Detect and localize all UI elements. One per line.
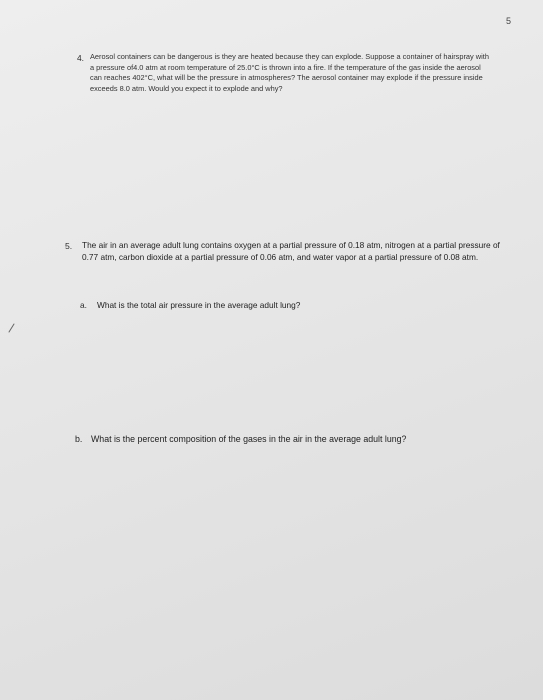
question-5a-text: What is the total air pressure in the average adult lung? xyxy=(97,300,301,310)
question-4-text: Aerosol containers can be dangerous is they are heated because they can explode. Suppose a container of hairspray with a pressure of4.0 atm at room temperature of 25.0°C is thrown into a fire. If the temperature of the gas inside the aerosol can reaches 402°C, what will be the pressure in atmospheres? The aerosol container may explode if the pressure inside exceeds 8.0 atm. Would you expect it to explode and why? xyxy=(90,52,489,93)
question-5b-letter: b. xyxy=(75,434,83,444)
question-5-text: The air in an average adult lung contains oxygen at a partial pressure of 0.18 atm, nitrogen at a partial pressure of 0.77 atm, carbon dioxide at a partial pressure of 0.06 atm, and water vapor at a partial pressure of 0.08 atm. xyxy=(82,240,500,262)
page-number: 5 xyxy=(506,16,512,26)
question-5-number: 5. xyxy=(65,241,73,251)
question-5a-letter: a. xyxy=(80,300,87,310)
question-5b-text: What is the percent composition of the gases in the air in the average adult lung? xyxy=(91,434,407,444)
pen-mark xyxy=(6,322,18,334)
question-4-number: 4. xyxy=(77,53,84,63)
